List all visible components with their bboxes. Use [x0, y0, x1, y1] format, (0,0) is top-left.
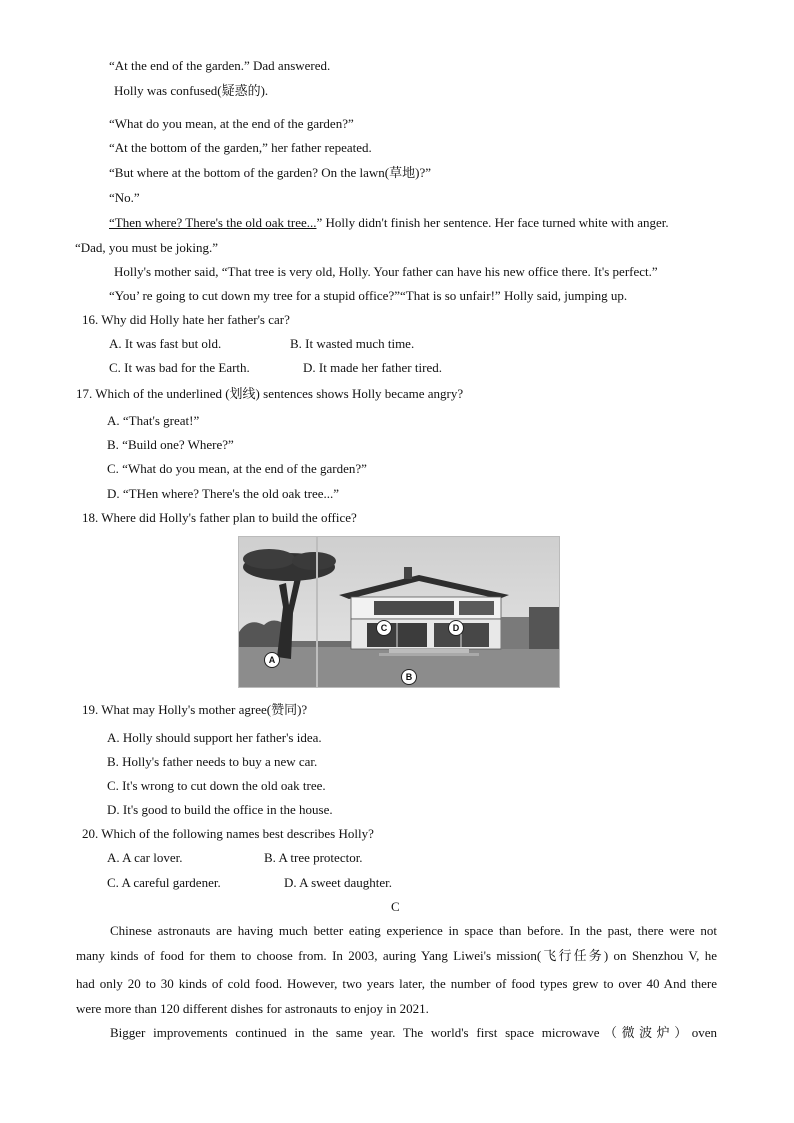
option-b: B. A tree protector.: [264, 850, 363, 865]
dialogue-line: [109, 215, 669, 231]
option-d: D. “THen where? There's the old oak tree...”: [107, 486, 340, 501]
underlined-sentence: “Then where? There's the old oak tree...: [109, 215, 317, 230]
option-d: D. It made her father tired.: [303, 360, 442, 375]
marker-a: A: [264, 652, 280, 668]
option-b: B. “Build one? Where?”: [107, 437, 234, 452]
dialogue-line: Holly was confused(疑惑的).: [114, 83, 269, 98]
section-heading: C: [391, 899, 400, 914]
marker-c: C: [376, 620, 392, 636]
option-c: C. It's wrong to cut down the old oak tree.: [107, 778, 326, 793]
option-c: C. It was bad for the Earth.: [109, 360, 250, 375]
dialogue-line: “At the end of the garden.” Dad answered.: [109, 58, 331, 73]
passage-line: were more than 120 different dishes for astronauts to enjoy in 2021.: [76, 1001, 429, 1016]
option-c: C. “What do you mean, at the end of the garden?”: [107, 461, 367, 476]
question-stem: 19. What may Holly's mother agree(赞同)?: [82, 702, 308, 717]
option-a: A. A car lover.: [107, 850, 183, 865]
option-b: B. It wasted much time.: [290, 336, 415, 351]
marker-d: D: [448, 620, 464, 636]
dialogue-line-rest: ” Holly didn't finish her sentence. Her face turned white with anger.: [316, 215, 669, 230]
figure-drawing: [239, 537, 559, 687]
question-stem: 18. Where did Holly's father plan to build the office?: [82, 510, 357, 525]
dialogue-line: “Dad, you must be joking.”: [75, 240, 218, 255]
dialogue-line: “What do you mean, at the end of the garden?”: [109, 116, 354, 131]
option-d: D. It's good to build the office in the house.: [107, 802, 333, 817]
question-stem: 20. Which of the following names best describes Holly?: [82, 826, 374, 841]
question-stem: 16. Why did Holly hate her father's car?: [82, 312, 290, 327]
dialogue-line: “You’ re going to cut down my tree for a stupid office?”“That is so unfair!” Holly said, jumping up.: [109, 288, 628, 303]
option-d: D. A sweet daughter.: [284, 875, 392, 890]
option-c: C. A careful gardener.: [107, 875, 221, 890]
option-a: A. “That's great!”: [107, 413, 200, 428]
house-and-tree-figure: [238, 536, 560, 688]
option-b: B. Holly's father needs to buy a new car.: [107, 754, 318, 769]
marker-b: B: [401, 669, 417, 685]
question-stem: 17. Which of the underlined (划线) sentences shows Holly became angry?: [76, 386, 464, 401]
dialogue-line: “No.”: [109, 190, 140, 205]
passage-line: Bigger improvements continued in the same year. The world's first space microwave（微波炉）oven: [110, 1025, 717, 1040]
passage-line: many kinds of food for them to choose from. In 2003, auring Yang Liwei's mission(飞行任务) on Shenzhou V, he: [76, 948, 717, 963]
passage-line: had only 20 to 30 kinds of cold food. However, two years later, the number of food types grew to over 40 And there: [76, 976, 717, 991]
dialogue-line: “But where at the bottom of the garden? On the lawn(草地)?”: [109, 165, 431, 180]
dialogue-line: “At the bottom of the garden,” her father repeated.: [109, 140, 372, 155]
dialogue-line: Holly's mother said, “That tree is very old, Holly. Your father can have his new office there. It's perfect.”: [114, 264, 658, 279]
passage-line: Chinese astronauts are having much better eating experience in space than before. In the past, there were not: [110, 923, 717, 938]
option-a: A. Holly should support her father's idea.: [107, 730, 322, 745]
option-a: A. It was fast but old.: [109, 336, 222, 351]
